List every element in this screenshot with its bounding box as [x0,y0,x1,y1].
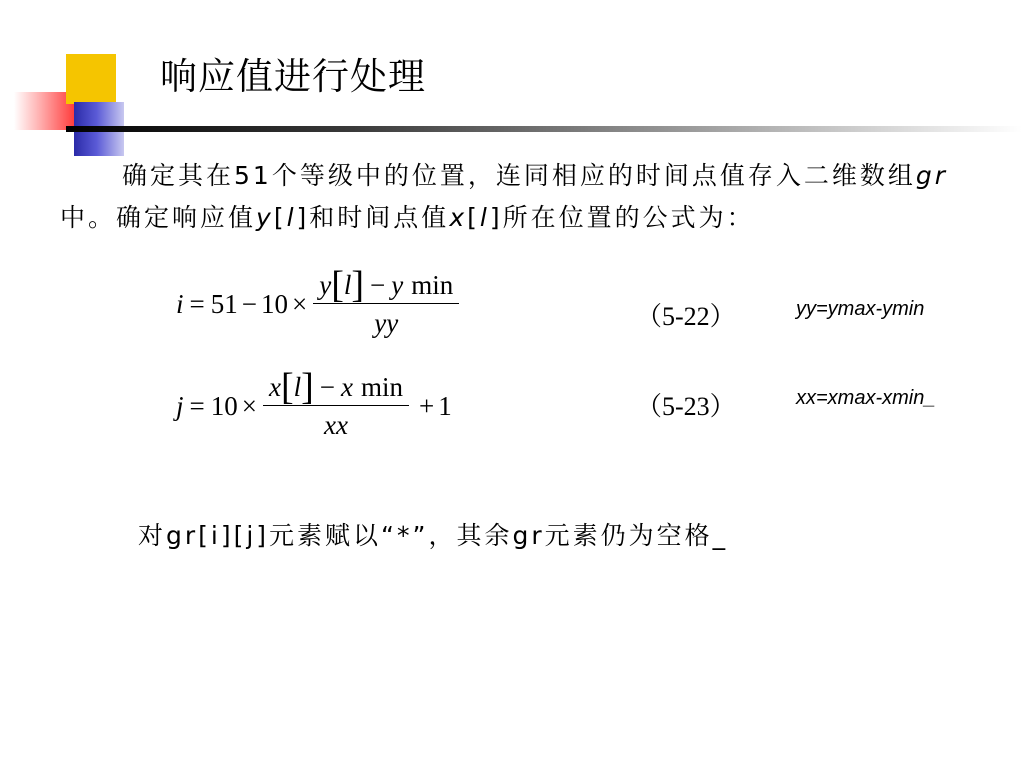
formula-minus: − [241,289,257,319]
paragraph-text: 个等级中的位置，连同相应的时间点值存入二维数组 [271,161,916,190]
formula-const: 10 [260,289,288,319]
body-paragraph [60,155,982,239]
formula-equals: = [189,391,205,421]
paragraph-number: 51 [234,161,272,190]
paragraph-var-l: l [479,203,490,232]
paragraph-var-y: y [256,203,274,232]
title-rule [66,126,1022,132]
fraction-denominator [324,406,348,441]
fraction-numerator [313,264,459,306]
paragraph-text: 和时间点值 [309,203,450,232]
paragraph-text: 确定其在 [122,161,235,190]
formula-minus: − [370,270,386,300]
formula-min: min [411,270,454,300]
formula-note: yy=ymax-ymin [796,298,925,320]
formula-var-x: x [268,372,281,402]
formula-bracket: [ [331,264,344,306]
paragraph-var-x: x [449,203,468,232]
paragraph-var-l: l [286,203,297,232]
formula-var-l: l [343,270,352,300]
formula-times: × [241,391,257,421]
formula-bracket: ] [301,366,314,408]
formula-var-i: i [176,289,184,319]
equation-number: （5-23） [636,392,736,421]
paragraph-text: 所在位置的公式为： [502,203,755,232]
formula-var-y: y [391,270,404,300]
formula-5-23 [176,366,452,441]
fraction-numerator [263,366,409,408]
formula-minus: − [319,372,336,402]
formula-var-xx: xx [324,410,348,440]
yellow-square [66,54,116,104]
formula-var-yy: yy [374,308,399,338]
slide-title: 响应值进行处理 [160,55,426,98]
formula-fraction [263,366,409,441]
formula-const: 51 [210,289,238,319]
formula-bracket: [ [280,366,294,408]
formula-var-x: x [341,372,354,402]
paragraph-bracket: [ [273,203,287,232]
paragraph-bracket: ] [489,203,503,232]
formula-var-y: y [319,270,332,300]
formula-const: 10 [210,391,238,421]
paragraph-bracket: [ [467,203,480,232]
fraction-denominator [374,304,398,339]
paragraph-bracket: ] [296,203,310,232]
equation-number: （5-22） [636,302,736,331]
formula-note: xx=xmax-xmin_ [796,387,936,409]
formula-bracket: ] [351,264,365,306]
formula-fraction [313,264,459,339]
paragraph-var-gr: gr [915,161,948,190]
formula-const: 1 [438,391,452,421]
formula-var-j: j [176,391,184,421]
formula-times: × [291,289,308,319]
formula-5-22 [176,264,465,339]
formula-var-l: l [293,372,302,402]
formula-min: min [361,372,404,402]
formula-equals: = [189,289,205,319]
final-statement: 对gr[i][j]元素赋以“*”，其余gr元素仍为空格_ [138,521,729,550]
paragraph-text: 中。确定响应值 [60,203,257,232]
formula-plus: + [419,391,435,421]
